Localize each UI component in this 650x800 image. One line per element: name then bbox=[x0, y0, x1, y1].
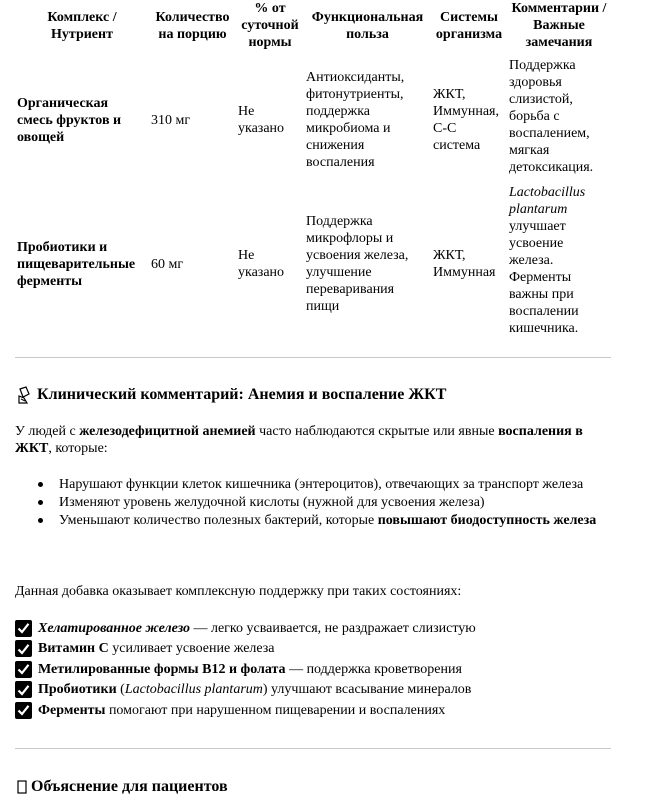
check-bold: Метилированные формы B12 и фолата bbox=[38, 661, 286, 677]
header-benefit: Функциональная польза bbox=[311, 10, 424, 42]
row-remark-italic: Lactobacillus plantarum bbox=[509, 185, 586, 217]
box-icon bbox=[17, 780, 27, 794]
row-name: Органическая смесь фруктов и овощей bbox=[17, 95, 122, 145]
clinical-heading bbox=[17, 385, 446, 404]
row-dv: Не указано bbox=[238, 248, 285, 280]
row-benefit: Поддержка микрофлоры и усвоения железа, улучшение переваривания пищи bbox=[306, 214, 409, 314]
list-item bbox=[15, 700, 615, 720]
row-remark bbox=[507, 56, 611, 184]
list-item bbox=[15, 659, 615, 679]
clinical-intro bbox=[15, 423, 615, 457]
checklist bbox=[15, 618, 615, 721]
check-text: — легко усваивается, не раздражает слизистую bbox=[189, 620, 476, 636]
row-name: Пробиотики и пищеварительные ферменты bbox=[17, 239, 136, 289]
nutrient-table bbox=[15, 0, 611, 344]
bullet-text: Уменьшают количество полезных бактерий, которые bbox=[59, 513, 378, 528]
check-text: усиливает усвоение железа bbox=[108, 641, 275, 656]
list-item bbox=[35, 494, 605, 511]
clinical-title: Клинический комментарий: Анемия и воспаление ЖКТ bbox=[37, 386, 447, 403]
row-remark-text: Поддержка здоровья слизистой, борьба с воспалением, мягкая детоксикация. bbox=[509, 58, 594, 175]
row-benefit: Антиоксиданты, фитонутриенты, поддержка микробиома и снижения воспаления bbox=[306, 70, 405, 170]
bullet-text: Изменяют уровень желудочной кислоты (нужной для усвоения железа) bbox=[59, 495, 485, 510]
table-row bbox=[15, 184, 611, 344]
check-text: ) улучшают всасывание минералов bbox=[262, 682, 472, 697]
list-item bbox=[15, 618, 615, 638]
check-bold: Ферменты bbox=[38, 702, 106, 718]
intro-bold: железодефицитной анемией bbox=[79, 424, 256, 439]
check-text: — поддержка кроветворения bbox=[285, 661, 462, 677]
check-mark-icon bbox=[15, 620, 32, 637]
header-dv: % от суточной нормы bbox=[241, 1, 299, 50]
support-text: Данная добавка оказывает комплексную поддержку при таких состояниях: bbox=[15, 584, 462, 599]
bullet-text: Нарушают функции клеток кишечника (энтероцитов), отвечающих за транспорт железа bbox=[59, 477, 584, 492]
row-amount: 60 мг bbox=[151, 256, 184, 272]
intro-text: У людей с bbox=[15, 424, 80, 439]
row-systems: ЖКТ, Иммунная, С-С система bbox=[433, 87, 499, 153]
header-complex: Комплекс / Нутриент bbox=[47, 10, 117, 42]
row-remark-text: улучшает усвоение железа. Ферменты важны при воспалении кишечника. bbox=[509, 219, 579, 336]
list-item bbox=[35, 512, 605, 529]
check-bold: Хелатированное железо bbox=[38, 620, 190, 636]
header-amount: Количество на порцию bbox=[155, 10, 230, 42]
check-mark-icon bbox=[15, 702, 32, 719]
row-dv: Не указано bbox=[238, 104, 285, 136]
intro-text: , которые: bbox=[48, 441, 108, 456]
clinical-bullets bbox=[35, 476, 605, 530]
check-mark-icon bbox=[15, 661, 32, 678]
writing-hand-icon bbox=[17, 386, 33, 404]
patients-title: Объяснение для пациентов bbox=[31, 778, 228, 795]
intro-bold: воспаления в ЖКТ bbox=[15, 424, 583, 456]
list-item bbox=[35, 476, 605, 493]
list-item bbox=[15, 639, 615, 659]
check-bold: Витамин С bbox=[38, 641, 109, 656]
list-item bbox=[15, 680, 615, 700]
divider bbox=[15, 357, 611, 358]
intro-text: часто наблюдаются скрытые или явные bbox=[255, 424, 499, 439]
table-header-row bbox=[15, 0, 611, 56]
check-text: ( bbox=[116, 682, 125, 697]
check-mark-icon bbox=[15, 640, 32, 657]
patients-heading bbox=[17, 777, 228, 796]
check-italic: Lactobacillus plantarum bbox=[124, 682, 263, 697]
bullet-bold: повышают биодоступность железа bbox=[377, 513, 597, 528]
header-systems: Системы организма bbox=[435, 10, 503, 42]
table-row bbox=[15, 56, 611, 184]
row-amount: 310 мг bbox=[151, 112, 191, 128]
row-remark bbox=[507, 184, 611, 344]
divider bbox=[15, 748, 611, 749]
check-bold: Пробиотики bbox=[38, 682, 117, 697]
check-mark-icon bbox=[15, 681, 32, 698]
check-text: помогают при нарушенном пищеварении и воспалениях bbox=[105, 702, 446, 718]
row-systems: ЖКТ, Иммунная bbox=[433, 248, 496, 280]
header-remarks: Комментарии / Важные замечания bbox=[511, 1, 607, 50]
